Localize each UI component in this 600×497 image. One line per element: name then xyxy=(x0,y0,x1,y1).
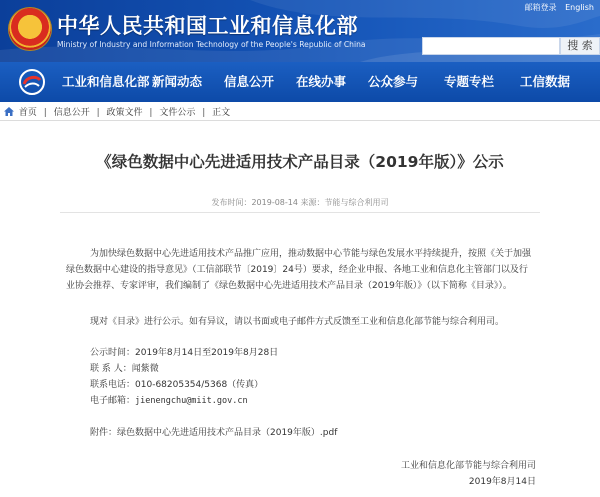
contact-phone-label: 联系电话： xyxy=(90,380,136,390)
contact-phone xyxy=(90,377,263,393)
breadcrumb-separator: | xyxy=(96,108,100,118)
signature-date: 2019年8月14日 xyxy=(468,477,536,487)
nav-item-public-participation[interactable]: 公众参与 xyxy=(368,74,419,89)
contact-email-value[interactable]: jienengchu@miit.gov.cn xyxy=(135,396,248,406)
contact-email xyxy=(90,393,248,409)
contact-email-label: 电子邮箱： xyxy=(90,396,136,406)
nav-item-miit[interactable]: 工业和信息化部 xyxy=(62,74,150,89)
breadcrumb-current: 正文 xyxy=(212,108,231,118)
contact-phone-value: 010-68205354/5368（传真） xyxy=(135,380,264,390)
breadcrumb-policy-docs[interactable]: 政策文件 xyxy=(106,108,143,118)
nav-item-online-service[interactable]: 在线办事 xyxy=(296,74,347,89)
miit-logo-icon[interactable] xyxy=(18,68,46,96)
contact-person-value: 闻紫微 xyxy=(131,364,159,374)
main-nav xyxy=(0,62,600,102)
contact-person-label: 联 系 人： xyxy=(90,364,132,374)
breadcrumb-separator: | xyxy=(43,108,47,118)
notice-period xyxy=(90,345,278,361)
site-header xyxy=(0,0,600,62)
breadcrumb-home[interactable]: 首页 xyxy=(18,108,37,118)
breadcrumb-doc-notice[interactable]: 文件公示 xyxy=(159,108,196,118)
breadcrumb-separator: | xyxy=(149,108,153,118)
article-paragraph-1: 为加快绿色数据中心先进适用技术产品推广应用，推动数据中心节能与绿色发展水平持续提升，按照《关于加强绿色数据中心建设的指导意见》（工信部联节〔2019〕24号）要求，经企业申报、各地工业和信息化主管部门以及行业协会推荐、专家评审，我们编制了《绿色数据中心先进适用技术产品目录（2019年版）》（以下简称《目录》）。 xyxy=(66,249,532,291)
english-link[interactable]: English xyxy=(565,3,594,12)
site-title[interactable]: 中华人民共和国工业和信息化部 xyxy=(57,14,358,38)
nav-item-data[interactable]: 工信数据 xyxy=(520,74,571,89)
attachment-link[interactable]: 附件：绿色数据中心先进适用技术产品目录（2019年版）.pdf xyxy=(90,428,338,438)
signature-org: 工业和信息化部节能与综合利用司 xyxy=(400,461,536,471)
search-button[interactable]: 搜 索 xyxy=(560,37,600,55)
search-input[interactable] xyxy=(422,37,560,55)
breadcrumb-info-public[interactable]: 信息公开 xyxy=(53,108,90,118)
contact-person xyxy=(90,361,159,377)
article-meta: 发布时间：2019-08-14 来源：节能与综合利用司 xyxy=(211,198,389,207)
meta-divider xyxy=(60,212,540,213)
mailbox-login-link[interactable]: 邮箱登录 xyxy=(524,3,557,12)
notice-period-label: 公示时间： xyxy=(90,348,136,358)
nav-item-special-topics[interactable]: 专题专栏 xyxy=(444,74,495,89)
breadcrumb xyxy=(4,105,230,118)
breadcrumb-divider xyxy=(0,120,600,121)
article-title: 《绿色数据中心先进适用技术产品目录（2019年版）》公示 xyxy=(96,153,504,171)
article-paragraph-2: 现对《目录》进行公示。如有异议，请以书面或电子邮件方式反馈至工业和信息化部节能与综合利用司。 xyxy=(90,317,505,327)
top-links xyxy=(519,2,594,13)
breadcrumb-separator: | xyxy=(202,108,206,118)
home-icon xyxy=(4,107,14,116)
nav-item-info-public[interactable]: 信息公开 xyxy=(224,74,275,89)
national-emblem-icon[interactable] xyxy=(9,8,51,50)
site-subtitle: Ministry of Industry and Information Technology of the People's Republic of China xyxy=(57,40,366,49)
nav-item-news[interactable]: 新闻动态 xyxy=(152,74,203,89)
notice-period-value: 2019年8月14日至2019年8月28日 xyxy=(135,348,279,358)
